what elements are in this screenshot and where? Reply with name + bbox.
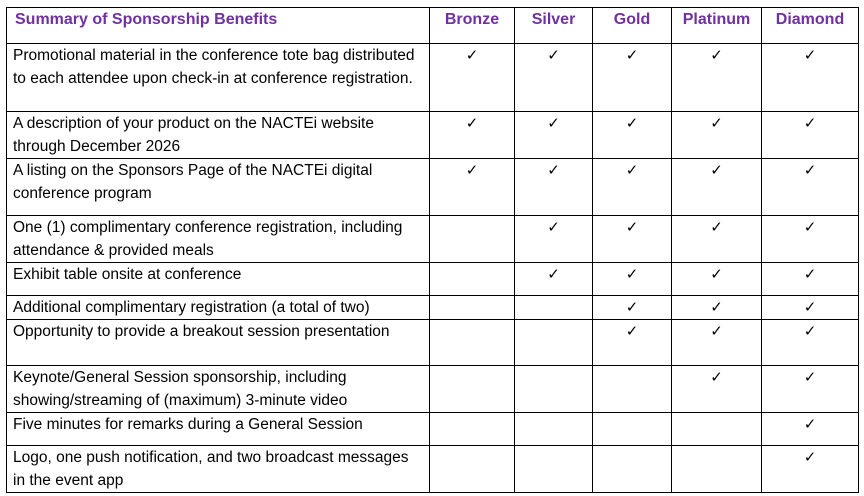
- tier-cell-platinum: [672, 159, 762, 216]
- tier-cell-gold: [593, 320, 672, 366]
- tier-cell-silver: [515, 446, 593, 493]
- checkmark-icon: ✓: [803, 368, 817, 386]
- benefits-column-header: Summary of Sponsorship Benefits: [7, 8, 430, 44]
- checkmark-icon: ✓: [465, 161, 479, 179]
- tier-cell-platinum: [672, 320, 762, 366]
- checkmark-icon: ✓: [710, 161, 723, 179]
- tier-cell-silver: [515, 413, 593, 446]
- table-row: [7, 413, 859, 446]
- checkmark-icon: ✓: [710, 114, 723, 132]
- tier-cell-silver: [515, 159, 593, 216]
- benefit-description: Opportunity to provide a breakout session presentation: [7, 320, 430, 366]
- checkmark-icon: ✓: [547, 46, 560, 64]
- benefit-rows: [7, 44, 859, 493]
- checkmark-icon: ✓: [710, 368, 723, 386]
- tier-header-diamond: Diamond: [762, 8, 859, 44]
- tier-header-bronze: Bronze: [430, 8, 515, 44]
- tier-cell-gold: [593, 263, 672, 296]
- tier-cell-bronze: [430, 320, 515, 366]
- checkmark-icon: ✓: [625, 298, 639, 316]
- tier-cell-gold: [593, 112, 672, 159]
- header-row: [7, 8, 859, 44]
- sponsorship-benefits-table: [6, 7, 859, 493]
- tier-cell-diamond: [762, 263, 859, 296]
- tier-cell-platinum: [672, 216, 762, 263]
- tier-cell-bronze: [430, 366, 515, 413]
- checkmark-icon: ✓: [547, 218, 560, 236]
- table-row: [7, 112, 859, 159]
- table-row: [7, 263, 859, 296]
- tier-cell-platinum: [672, 413, 762, 446]
- checkmark-icon: ✓: [803, 415, 817, 433]
- tier-cell-platinum: [672, 296, 762, 320]
- checkmark-icon: ✓: [803, 46, 817, 64]
- benefit-description: Five minutes for remarks during a General Session: [7, 413, 430, 446]
- checkmark-icon: ✓: [625, 265, 639, 283]
- checkmark-icon: ✓: [547, 114, 560, 132]
- tier-cell-bronze: [430, 263, 515, 296]
- checkmark-icon: ✓: [710, 46, 723, 64]
- tier-cell-bronze: [430, 413, 515, 446]
- table-row: [7, 216, 859, 263]
- tier-cell-silver: [515, 320, 593, 366]
- tier-cell-bronze: [430, 296, 515, 320]
- tier-cell-diamond: [762, 320, 859, 366]
- table-row: [7, 366, 859, 413]
- tier-header-platinum: Platinum: [672, 8, 762, 44]
- tier-cell-platinum: [672, 366, 762, 413]
- checkmark-icon: ✓: [803, 298, 817, 316]
- table-row: [7, 446, 859, 493]
- tier-cell-bronze: [430, 446, 515, 493]
- checkmark-icon: ✓: [803, 322, 817, 340]
- benefit-description: Exhibit table onsite at conference: [7, 263, 430, 296]
- tier-cell-platinum: [672, 44, 762, 112]
- checkmark-icon: ✓: [803, 114, 817, 132]
- tier-cell-diamond: [762, 413, 859, 446]
- checkmark-icon: ✓: [625, 114, 639, 132]
- tier-cell-silver: [515, 366, 593, 413]
- tier-cell-platinum: [672, 263, 762, 296]
- tier-cell-gold: [593, 296, 672, 320]
- benefit-description: Promotional material in the conference tote bag distributed to each attendee upon check-in at conference registration.: [7, 44, 430, 112]
- checkmark-icon: ✓: [465, 114, 479, 132]
- checkmark-icon: ✓: [465, 46, 479, 64]
- benefit-description: A listing on the Sponsors Page of the NACTEi digital conference program: [7, 159, 430, 216]
- tier-cell-bronze: [430, 216, 515, 263]
- checkmark-icon: ✓: [803, 161, 817, 179]
- tier-cell-bronze: [430, 112, 515, 159]
- tier-cell-diamond: [762, 446, 859, 493]
- tier-cell-silver: [515, 263, 593, 296]
- checkmark-icon: ✓: [710, 218, 723, 236]
- benefit-description: Additional complimentary registration (a total of two): [7, 296, 430, 320]
- benefit-description: Logo, one push notification, and two broadcast messages in the event app: [7, 446, 430, 493]
- tier-header-silver: Silver: [515, 8, 593, 44]
- table-row: [7, 320, 859, 366]
- checkmark-icon: ✓: [803, 265, 817, 283]
- tier-cell-diamond: [762, 112, 859, 159]
- tier-cell-gold: [593, 216, 672, 263]
- tier-cell-gold: [593, 413, 672, 446]
- benefit-description: Keynote/General Session sponsorship, including showing/streaming of (maximum) 3-minute video: [7, 366, 430, 413]
- tier-cell-bronze: [430, 44, 515, 112]
- tier-cell-diamond: [762, 159, 859, 216]
- checkmark-icon: ✓: [710, 265, 723, 283]
- tier-cell-silver: [515, 44, 593, 112]
- table-row: [7, 159, 859, 216]
- tier-cell-diamond: [762, 296, 859, 320]
- checkmark-icon: ✓: [710, 298, 723, 316]
- tier-cell-platinum: [672, 446, 762, 493]
- tier-header-gold: Gold: [593, 8, 672, 44]
- tier-cell-diamond: [762, 366, 859, 413]
- checkmark-icon: ✓: [625, 322, 639, 340]
- checkmark-icon: ✓: [625, 46, 639, 64]
- tier-cell-platinum: [672, 112, 762, 159]
- table-row: [7, 296, 859, 320]
- table-row: [7, 44, 859, 112]
- tier-cell-bronze: [430, 159, 515, 216]
- checkmark-icon: ✓: [625, 218, 639, 236]
- tier-cell-gold: [593, 366, 672, 413]
- benefit-description: One (1) complimentary conference registration, including attendance & provided meals: [7, 216, 430, 263]
- tier-cell-gold: [593, 159, 672, 216]
- checkmark-icon: ✓: [803, 448, 817, 466]
- benefit-description: A description of your product on the NACTEi website through December 2026: [7, 112, 430, 159]
- checkmark-icon: ✓: [803, 218, 817, 236]
- checkmark-icon: ✓: [710, 322, 723, 340]
- tier-cell-silver: [515, 112, 593, 159]
- tier-cell-gold: [593, 446, 672, 493]
- tier-cell-silver: [515, 216, 593, 263]
- checkmark-icon: ✓: [625, 161, 639, 179]
- tier-cell-silver: [515, 296, 593, 320]
- tier-cell-diamond: [762, 44, 859, 112]
- checkmark-icon: ✓: [547, 161, 560, 179]
- tier-cell-diamond: [762, 216, 859, 263]
- checkmark-icon: ✓: [547, 265, 560, 283]
- tier-cell-gold: [593, 44, 672, 112]
